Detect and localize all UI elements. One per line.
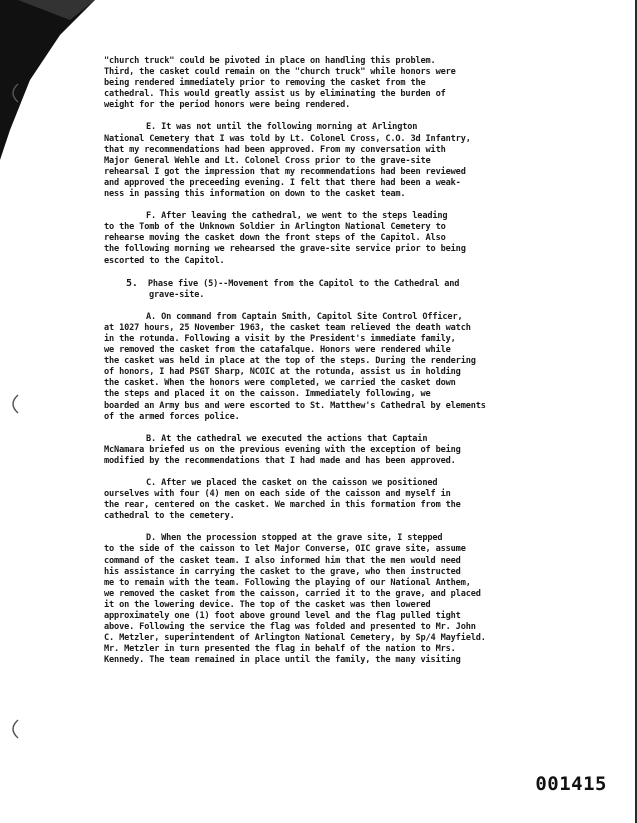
- text-line: C. After we placed the casket on the caisson we positioned: [146, 478, 438, 488]
- text-line: ourselves with four (4) men on each side of the caisson and myself in: [104, 489, 451, 500]
- text-line: "church truck" could be pivoted in place on handling this problem.: [104, 56, 436, 66]
- text-line: being rendered immediately prior to removing the casket from the: [104, 78, 426, 89]
- text-line: E. It was not until the following morning at Arlington: [146, 122, 418, 133]
- text-line: C. Metzler, superintendent of Arlington National Cemetery, by Sp/4 Mayfield.: [104, 633, 486, 644]
- text-line: grave-site.: [149, 289, 205, 300]
- paragraph-continuation: [104, 56, 524, 111]
- text-line: B. At the cathedral we executed the actions that Captain: [146, 433, 428, 444]
- text-line: approximately one (1) foot above ground level and the flag pulled tight: [104, 611, 461, 622]
- text-line: McNamara briefed us on the previous evening with the exception of being: [104, 444, 461, 455]
- paragraph-d: [104, 533, 524, 666]
- text-line: cathedral. This would greatly assist us by eliminating the burden of: [104, 89, 446, 100]
- text-line: in the rotunda. Following a visit by the President's immediate family,: [104, 333, 456, 344]
- text-line: rehearsal I got the impression that my recommendations had been reviewed: [104, 166, 466, 177]
- text-line: the casket was held in place at the top of the steps. During the rendering: [104, 356, 476, 367]
- text-line: A. On command from Captain Smith, Capitol Site Control Officer,: [146, 311, 463, 322]
- paragraph-e: [104, 122, 524, 200]
- text-line: me to remain with the team. Following the playing of our National Anthem,: [104, 577, 471, 588]
- text-line: it on the lowering device. The top of the casket was then lowered: [104, 599, 431, 610]
- binder-hole-mark: [6, 393, 20, 415]
- text-line: boarded an Army bus and were escorted to St. Matthew's Cathedral by elements: [104, 400, 486, 411]
- text-line: rehearse moving the casket down the front steps of the Capitol. Also: [104, 233, 446, 244]
- text-line: of the armed forces police.: [104, 411, 240, 422]
- phase-heading: [104, 278, 524, 301]
- paragraph-f: [104, 211, 524, 266]
- text-line: [126, 278, 524, 290]
- text-line: weight for the period honors were being rendered.: [104, 100, 351, 111]
- text-line: his assistance in carrying the casket to the grave, who then instructed: [104, 566, 461, 577]
- text-line: D. When the procession stopped at the grave site, I stepped: [146, 533, 443, 544]
- page-number-stamp: 001415: [535, 773, 607, 795]
- text-line: we removed the casket from the catafalque. Honors were rendered while: [104, 345, 451, 356]
- text-line: the steps and placed it on the caisson. Immediately following, we: [104, 389, 431, 400]
- paragraph-c: [104, 478, 524, 522]
- paragraph-a: [104, 312, 524, 423]
- text-line: at 1027 hours, 25 November 1963, the casket team relieved the death watch: [104, 322, 471, 333]
- text-line: of honors, I had PSGT Sharp, NCOIC at the rotunda, assist us in holding: [104, 367, 461, 378]
- text-line: to the side of the caisson to let Major Converse, OIC grave site, assume: [104, 544, 466, 555]
- text-line: escorted to the Capitol.: [104, 255, 225, 266]
- text-line: National Cemetery that I was told by Lt. Colonel Cross, C.O. 3d Infantry,: [104, 133, 471, 144]
- text-line: to the Tomb of the Unknown Soldier in Arlington National Cemetery to: [104, 222, 446, 233]
- text-line: command of the casket team. I also informed him that the men would need: [104, 555, 461, 566]
- text-line: Kennedy. The team remained in place until the family, the many visiting: [104, 655, 461, 666]
- text-line: that my recommendations had been approved. From my conversation with: [104, 144, 446, 155]
- text-line: Major General Wehle and Lt. Colonel Cross prior to the grave-site: [104, 155, 431, 166]
- paragraph-b: [104, 434, 524, 467]
- text-line: we removed the casket from the caisson, carried it to the grave, and placed: [104, 588, 481, 599]
- text-line: the rear, centered on the casket. We marched in this formation from the: [104, 500, 461, 511]
- dark-corner-shadow: [0, 0, 95, 160]
- text-line: the following morning we rehearsed the grave-site service prior to being: [104, 244, 466, 255]
- text-line: above. Following the service the flag was folded and presented to Mr. John: [104, 622, 476, 633]
- text-line: F. After leaving the cathedral, we went to the steps leading: [146, 211, 448, 222]
- text-line: cathedral to the cemetery.: [104, 511, 235, 522]
- text-line: ness in passing this information on down to the casket team.: [104, 189, 406, 200]
- text-line: modified by the recommendations that I had made and has been approved.: [104, 455, 456, 466]
- phase-number: 5.: [126, 277, 138, 289]
- phase-heading-text: Phase five (5)--Movement from the Capitol to the Cathedral and: [147, 278, 460, 289]
- binder-hole-mark: [6, 82, 20, 104]
- binder-hole-mark: [6, 718, 20, 740]
- text-line: the casket. When the honors were completed, we carried the casket down: [104, 378, 456, 389]
- text-line: Third, the casket could remain on the "church truck" while honors were: [104, 67, 456, 78]
- text-line: Mr. Metzler in turn presented the flag in behalf of the nation to Mrs.: [104, 644, 456, 655]
- document-body: [104, 56, 524, 667]
- text-line: and approved the preceeding evening. I felt that there had been a weak-: [104, 177, 461, 188]
